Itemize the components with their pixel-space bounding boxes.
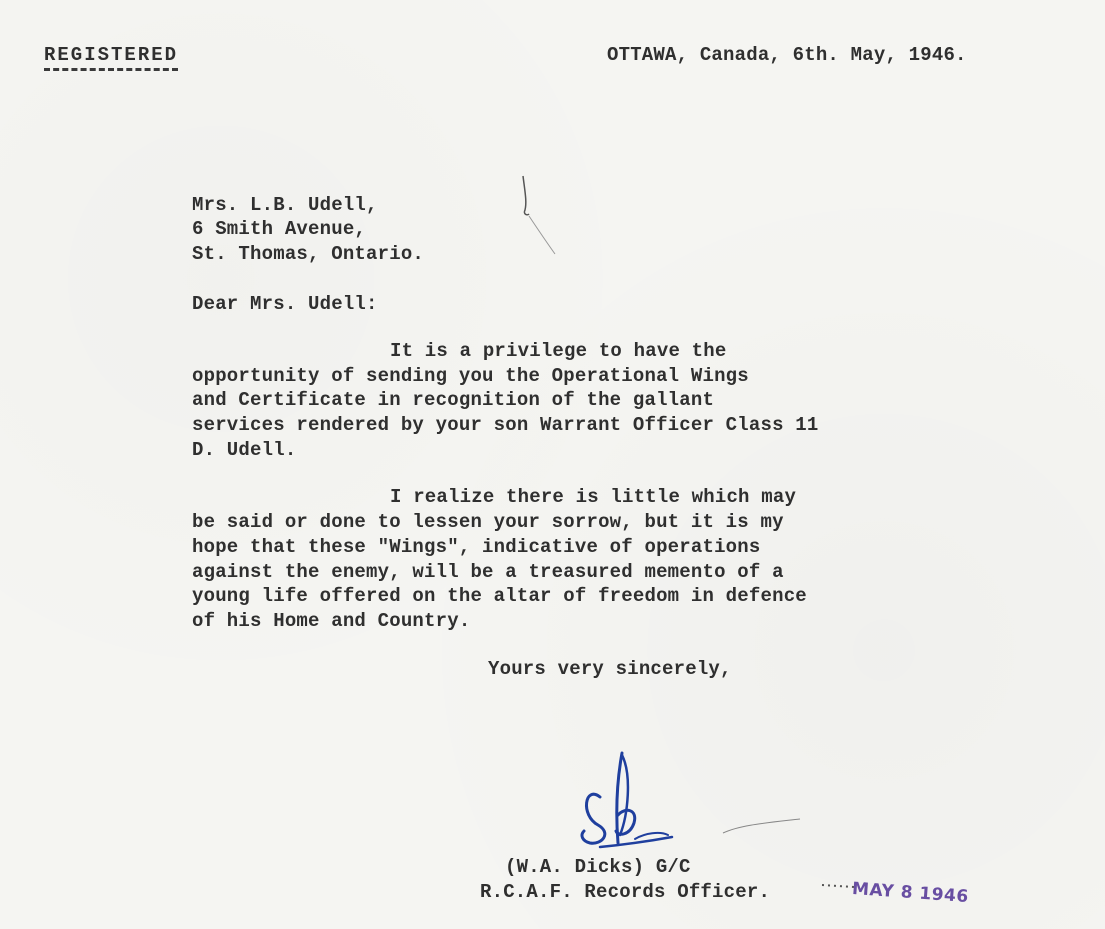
date-received-stamp: MAY 8 1946 <box>851 878 970 908</box>
registered-heading: REGISTERED <box>44 46 178 71</box>
paragraph2-line: against the enemy, will be a treasured memento of a <box>192 561 784 583</box>
paragraph1-line: It is a privilege to have the <box>390 340 727 362</box>
paragraph1-line: D. Udell. <box>192 439 297 461</box>
paragraph2-line: I realize there is little which may <box>390 486 797 508</box>
pencil-mark <box>720 815 805 840</box>
paragraph2-line: of his Home and Country. <box>192 610 471 632</box>
recipient-name: Mrs. L.B. Udell, <box>192 194 378 216</box>
signatory-title: R.C.A.F. Records Officer. <box>480 881 771 903</box>
dateline: OTTAWA, Canada, 6th. May, 1946. <box>607 44 967 66</box>
paragraph2-line: hope that these "Wings", indicative of operations <box>192 536 761 558</box>
recipient-city: St. Thomas, Ontario. <box>192 243 425 265</box>
paragraph2-line: young life offered on the altar of freedom in defence <box>192 585 807 607</box>
paragraph2-line: be said or done to lessen your sorrow, but it is my <box>192 511 784 533</box>
recipient-street: 6 Smith Avenue, <box>192 218 367 240</box>
paragraph1-line: and Certificate in recognition of the gallant <box>192 389 715 411</box>
paragraph1-line: services rendered by your son Warrant Officer Class 11 <box>192 414 819 436</box>
handwritten-signature <box>560 745 690 870</box>
signatory-name: (W.A. Dicks) G/C <box>505 856 691 878</box>
paragraph1-line: opportunity of sending you the Operational Wings <box>192 365 749 387</box>
salutation: Dear Mrs. Udell: <box>192 293 378 315</box>
pencil-mark <box>515 172 565 262</box>
closing: Yours very sincerely, <box>488 658 732 680</box>
pencil-mark <box>820 875 860 895</box>
